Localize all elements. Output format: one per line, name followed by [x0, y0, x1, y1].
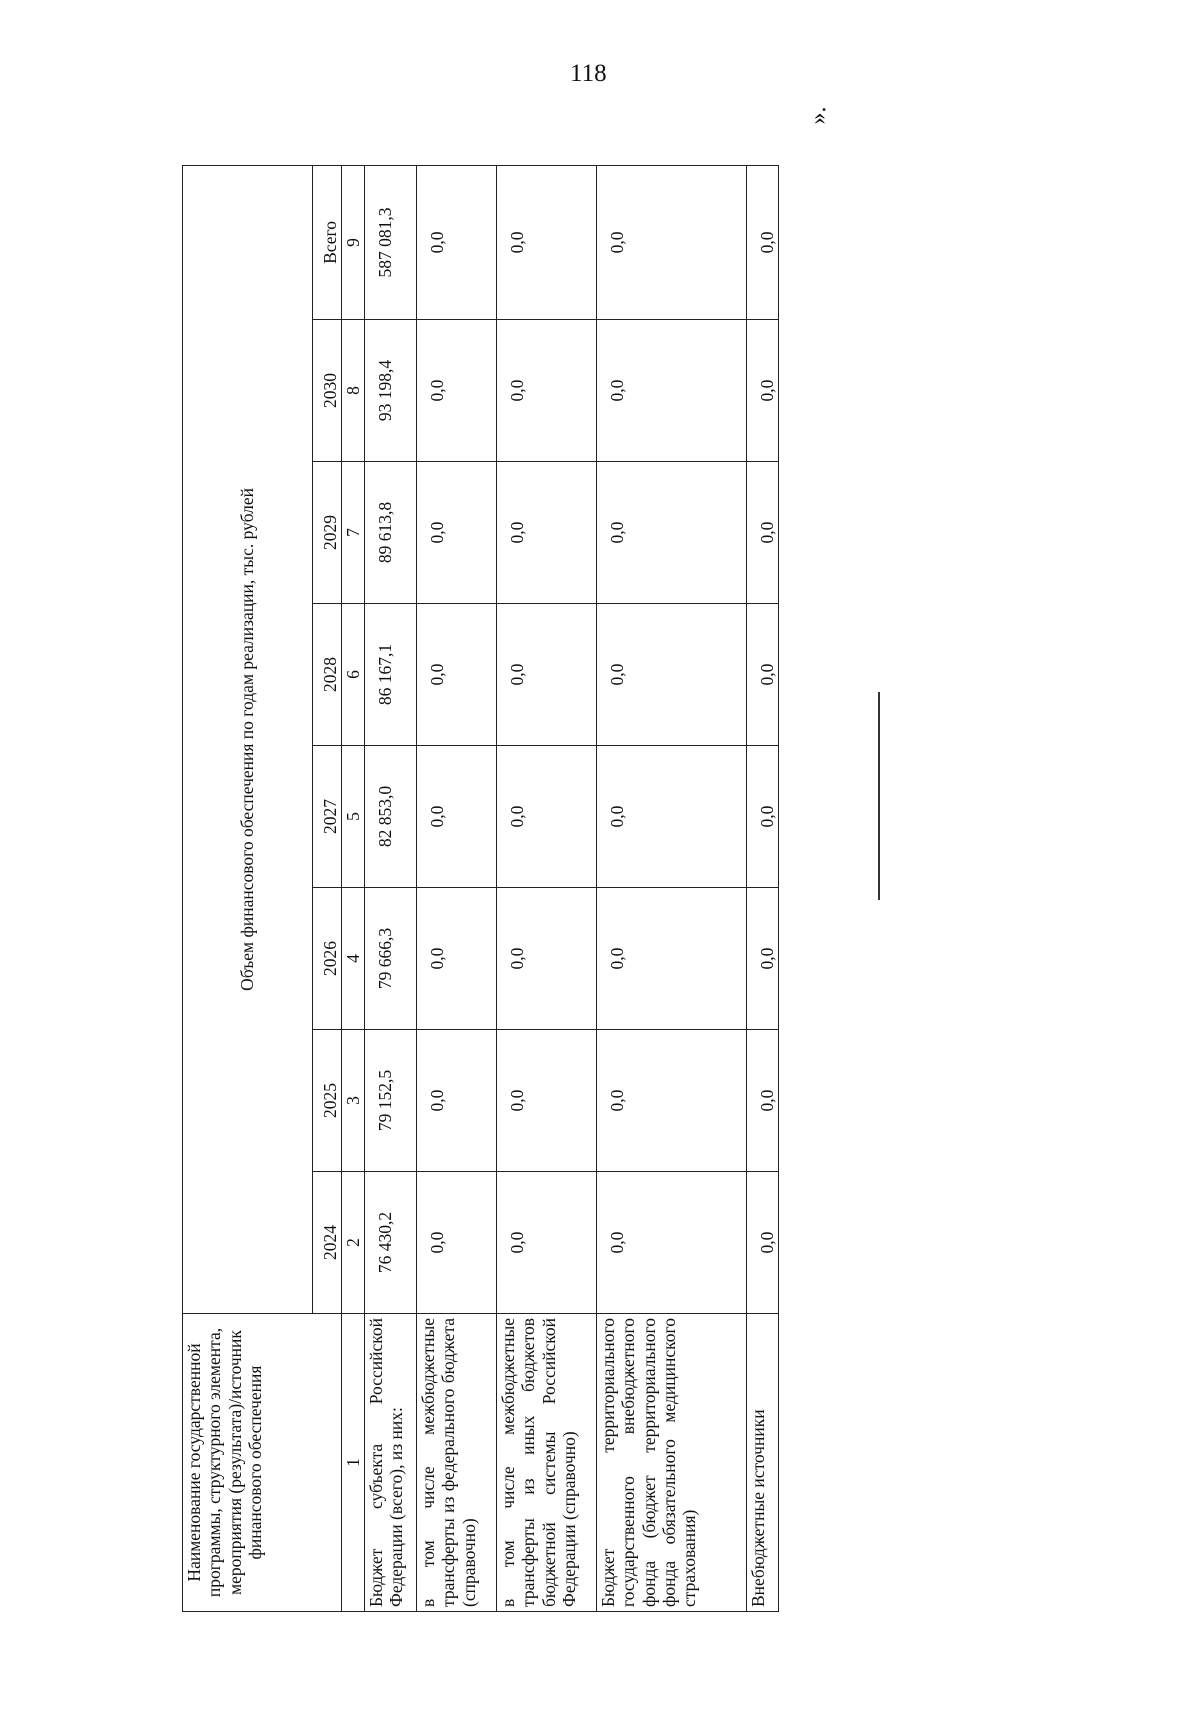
- financing-table: [182, 165, 779, 1612]
- table-row: [365, 165, 417, 1611]
- value-cell: 0,0: [497, 1172, 597, 1314]
- column-number: 2: [342, 1172, 365, 1314]
- row-label: в том числе межбюджетные трансферты из федерального бюджета (справочно): [417, 1314, 497, 1612]
- column-number: 5: [342, 746, 365, 888]
- value-cell: 0,0: [497, 320, 597, 462]
- value-cell: 0,0: [417, 888, 497, 1030]
- value-cell: 0,0: [417, 746, 497, 888]
- value-cell: 0,0: [747, 320, 779, 462]
- value-cell: 0,0: [597, 746, 747, 888]
- row-label: Бюджет территориального государственного внебюджетного фонда (бюджет территориального фонда обязательного медицинского страхования): [597, 1314, 747, 1612]
- value-cell: 86 167,1: [365, 604, 417, 746]
- header-name-cell: Наименование государственной программы, структурного элемента, мероприятия (результата)/источник финансового обеспечения: [183, 1314, 342, 1612]
- value-cell: 0,0: [417, 604, 497, 746]
- table-row: [597, 165, 747, 1611]
- row-label: Бюджет субъекта Российской Федерации (всего), из них:: [365, 1314, 417, 1612]
- column-number: 1: [342, 1314, 365, 1612]
- value-cell: 0,0: [747, 1172, 779, 1314]
- value-cell: 0,0: [417, 462, 497, 604]
- value-cell: 93 198,4: [365, 320, 417, 462]
- value-cell: 0,0: [597, 888, 747, 1030]
- value-cell: 0,0: [747, 1030, 779, 1172]
- value-cell: 79 666,3: [365, 888, 417, 1030]
- year-2026: 2026: [313, 888, 342, 1030]
- row-label: Внебюджетные источники: [747, 1314, 779, 1612]
- value-cell: 79 152,5: [365, 1030, 417, 1172]
- value-cell: 0,0: [497, 888, 597, 1030]
- column-number: 4: [342, 888, 365, 1030]
- row-label: в том числе межбюджетные трансферты из иных бюджетов бюджетной системы Российской Федерации (справочно): [497, 1314, 597, 1612]
- value-cell: 0,0: [497, 604, 597, 746]
- value-cell: 0,0: [597, 604, 747, 746]
- value-cell: 0,0: [417, 1172, 497, 1314]
- value-cell: 0,0: [747, 888, 779, 1030]
- table-row: [747, 165, 779, 1611]
- value-cell: 82 853,0: [365, 746, 417, 888]
- year-2024: 2024: [313, 1172, 342, 1314]
- value-cell: 0,0: [417, 320, 497, 462]
- value-cell: 0,0: [597, 320, 747, 462]
- value-cell: 89 613,8: [365, 462, 417, 604]
- value-cell: 0,0: [747, 746, 779, 888]
- separator-line: [878, 692, 880, 900]
- column-number: 3: [342, 1030, 365, 1172]
- closing-quote-mark: ».: [805, 106, 832, 125]
- value-cell: 0,0: [747, 165, 779, 319]
- value-cell: 0,0: [497, 165, 597, 319]
- value-cell: 0,0: [417, 165, 497, 319]
- column-number: 7: [342, 462, 365, 604]
- value-cell: 0,0: [497, 462, 597, 604]
- value-cell: 0,0: [747, 462, 779, 604]
- header-volume-cell: Объем финансового обеспечения по годам реализации, тыс. рублей: [183, 165, 313, 1313]
- value-cell: 0,0: [597, 1172, 747, 1314]
- page-number: 118: [570, 60, 607, 87]
- rotated-table-container: [182, 166, 777, 1612]
- value-cell: 0,0: [597, 1030, 747, 1172]
- column-number: 8: [342, 320, 365, 462]
- value-cell: 0,0: [497, 746, 597, 888]
- year-2025: 2025: [313, 1030, 342, 1172]
- table-row: [497, 165, 597, 1611]
- value-cell: 0,0: [597, 165, 747, 319]
- year-2028: 2028: [313, 604, 342, 746]
- year-2030: 2030: [313, 320, 342, 462]
- column-number: 6: [342, 604, 365, 746]
- year-total: Всего: [313, 165, 342, 319]
- value-cell: 0,0: [417, 1030, 497, 1172]
- table-row: [417, 165, 497, 1611]
- year-2027: 2027: [313, 746, 342, 888]
- year-2029: 2029: [313, 462, 342, 604]
- value-cell: 76 430,2: [365, 1172, 417, 1314]
- column-number: 9: [342, 165, 365, 319]
- value-cell: 0,0: [747, 604, 779, 746]
- value-cell: 0,0: [597, 462, 747, 604]
- value-cell: 0,0: [497, 1030, 597, 1172]
- value-cell: 587 081,3: [365, 165, 417, 319]
